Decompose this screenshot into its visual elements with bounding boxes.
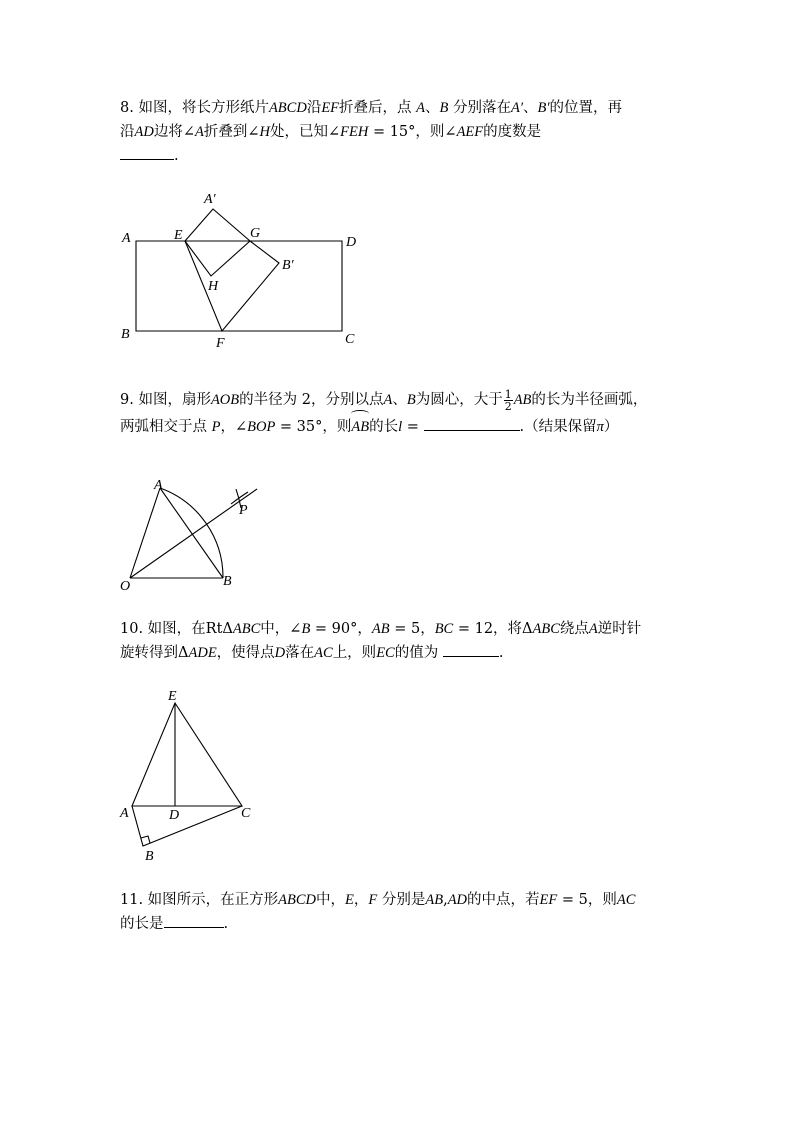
question-9-line-1: 9. 如图，扇形AOB的半径为 2，分别以点A、B为圆心，大于 $\frac{1}{2}$ AB的长为半径画弧， (120, 387, 648, 413)
label-B: B (145, 849, 154, 864)
arc-ab-symbol: AB (351, 414, 369, 441)
label-C: C (241, 806, 251, 821)
label-O: O (120, 579, 131, 594)
question-10-line-1: 10. 如图，在RtΔABC中，∠B = 90°，AB = 5，BC = 12，将ΔABC绕点A逆时针 (120, 621, 642, 637)
question-8-line-3: . (120, 144, 680, 168)
triangle-abc-sides (132, 806, 242, 846)
question-8-line-1: 8. 如图，将长方形纸片ABCD沿EF折叠后，点 A、B 分别落在A′、B′的位置，再 (120, 100, 623, 116)
label-P: P (239, 503, 248, 518)
label-A: A (120, 806, 129, 821)
label-A-prime: A′ (204, 192, 216, 207)
label-A: A (122, 231, 131, 246)
label-A: A (154, 478, 163, 493)
question-9-line-2: 两弧相交于点 P，∠BOP = 35°，则AB的长l = .（结果保留π） (120, 414, 680, 441)
label-D: D (346, 235, 357, 250)
question-11-line-1: 11. 如图所示，在正方形ABCD中，E，F 分别是AB,AD的中点，若EF = 5，则AC (120, 892, 636, 908)
label-H: H (208, 279, 219, 294)
label-C: C (345, 332, 355, 347)
label-G: G (250, 226, 261, 241)
label-B: B (121, 327, 130, 342)
answer-blank-11 (164, 912, 224, 928)
label-B-prime: B′ (282, 258, 294, 273)
question-10-line-2: 旋转得到ΔADE，使得点D落在AC上，则EC的值为 . (120, 641, 680, 665)
label-F: F (216, 336, 225, 351)
fraction-one-half: $\frac{1}{2}$ (504, 387, 512, 413)
question-11-line-2: 的长是 . (120, 912, 680, 936)
label-E: E (174, 228, 183, 243)
question-11 (120, 888, 680, 936)
label-E: E (168, 689, 177, 704)
question-8-line-2: 沿AD边将∠A折叠到∠H处，已知∠FEH = 15°，则∠AEF的度数是 (120, 124, 542, 140)
label-B: B (223, 574, 232, 589)
label-D: D (169, 808, 180, 823)
triangle-ace (132, 703, 242, 806)
